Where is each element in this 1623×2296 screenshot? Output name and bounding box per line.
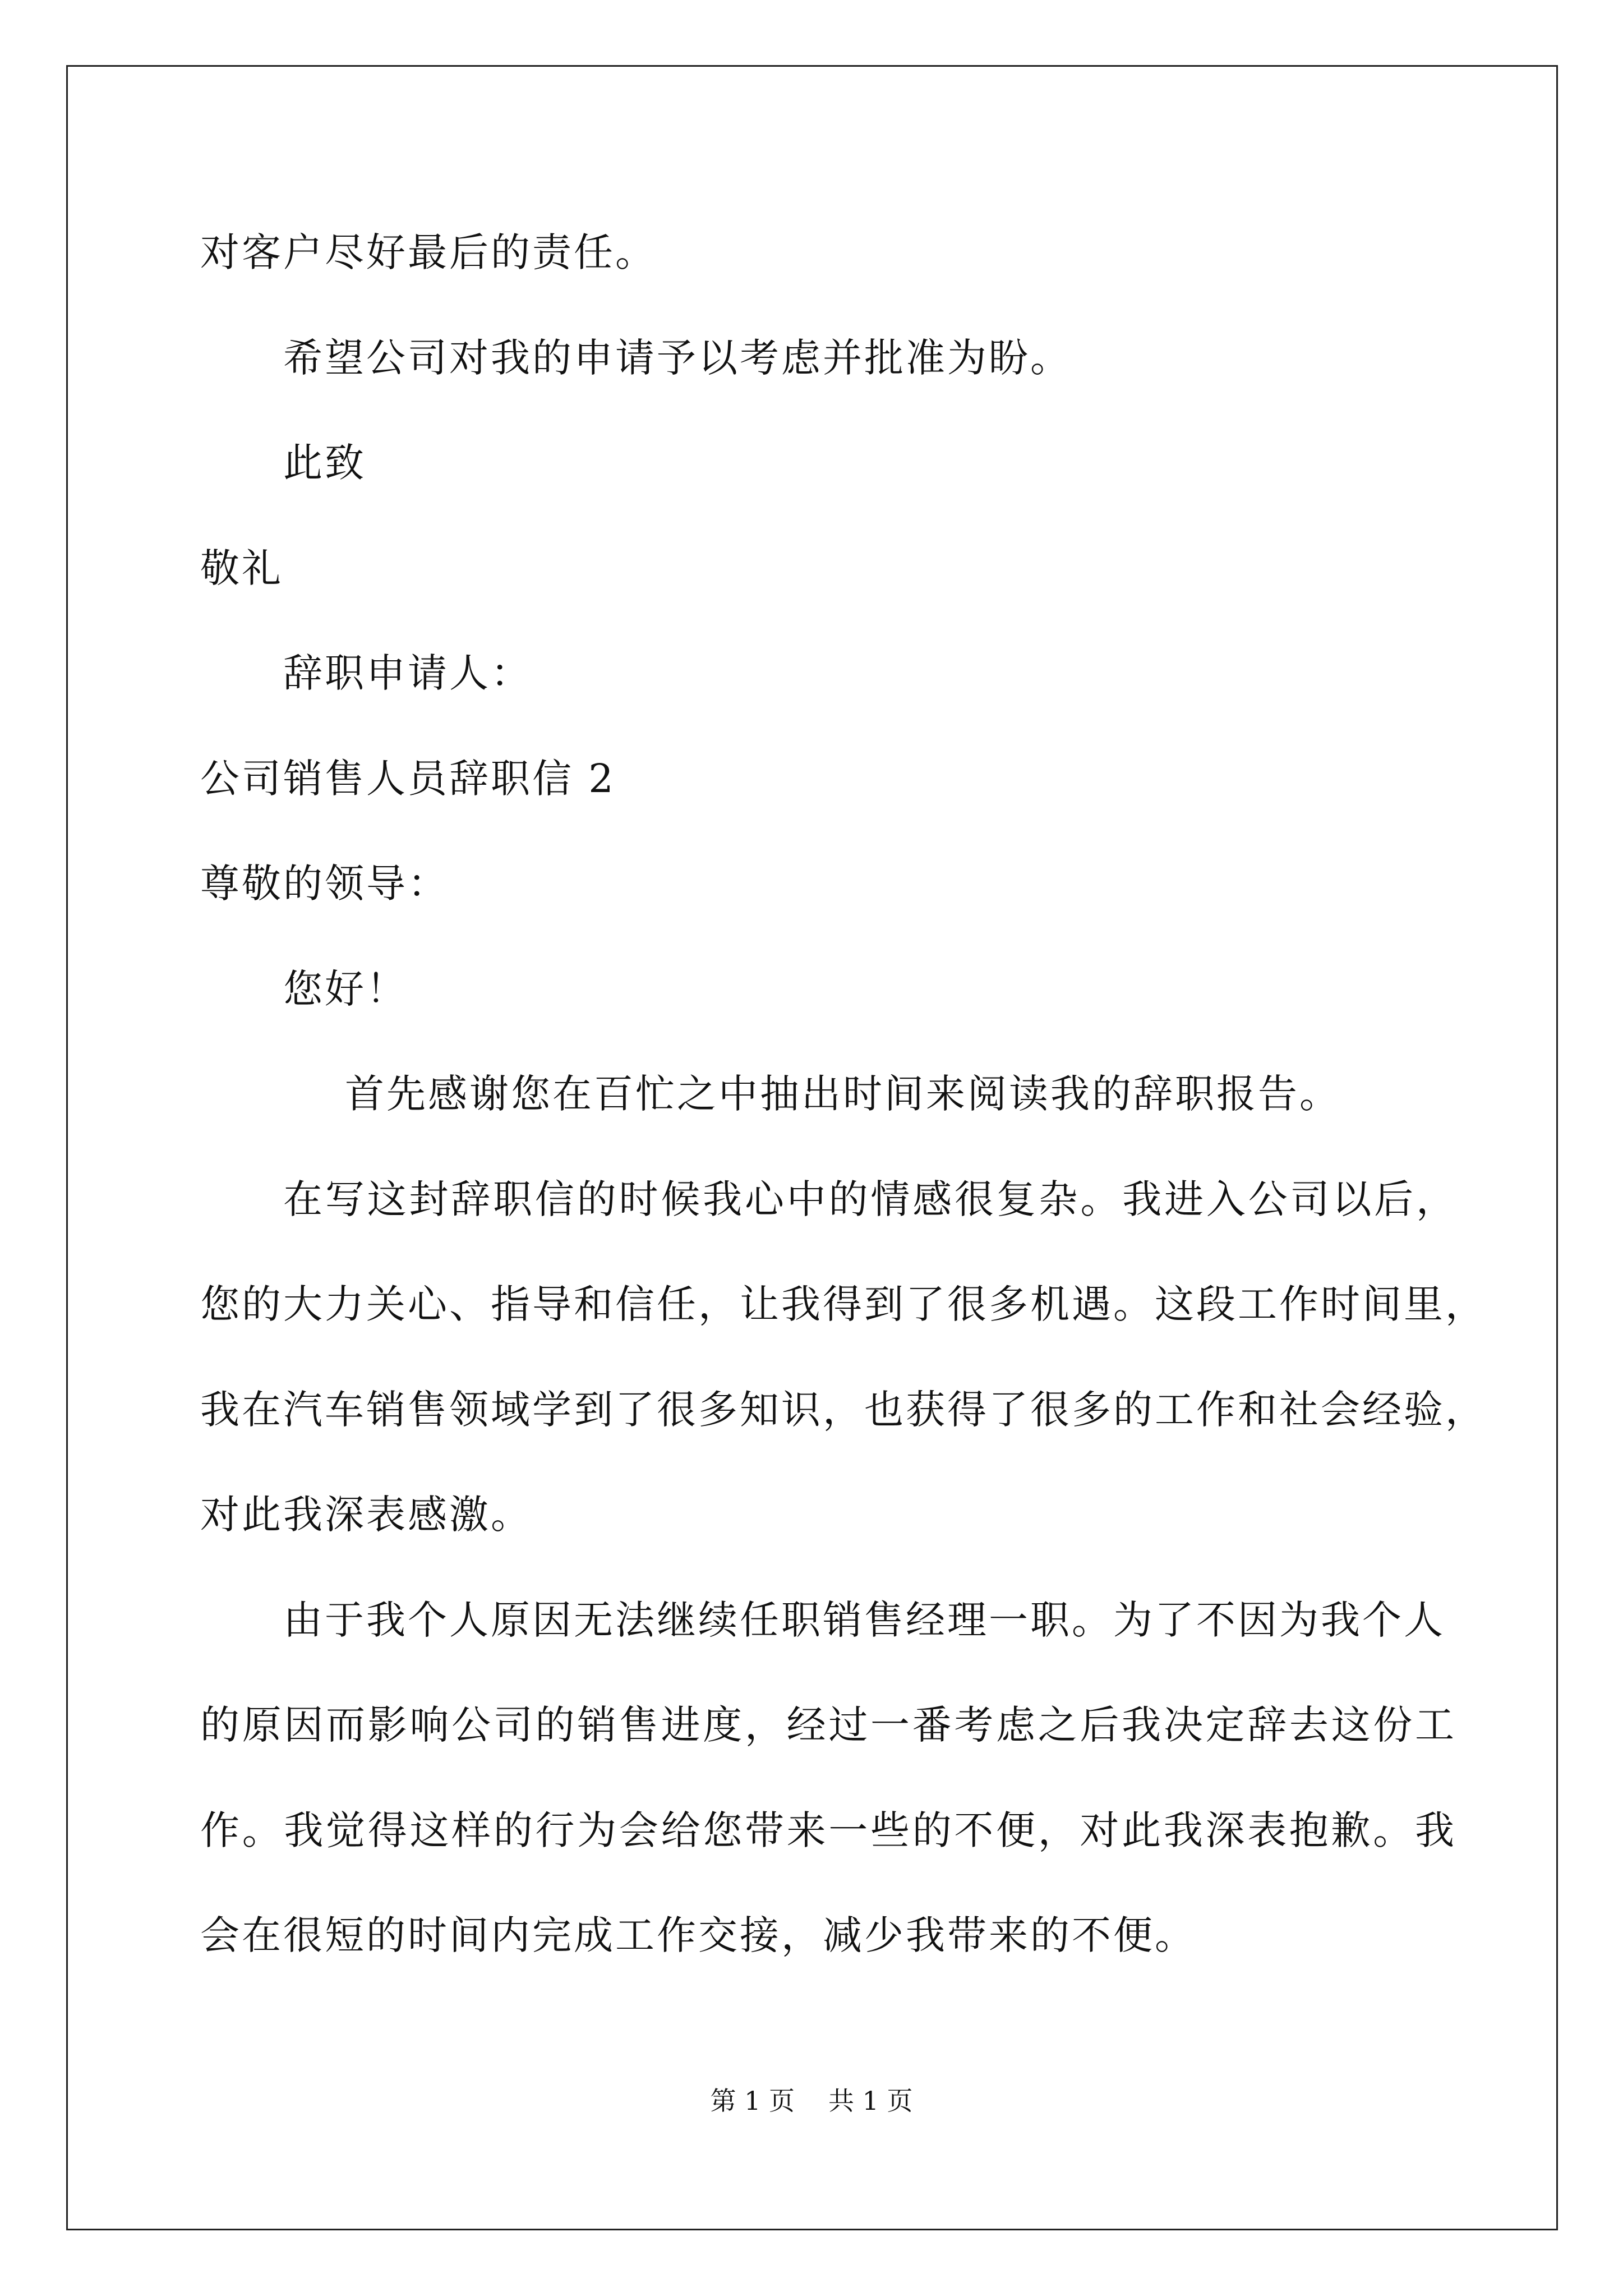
signature-label: 辞职申请人： [283, 650, 532, 696]
paragraph-line: 首先感谢您在百忙之中抽出时间来阅读我的辞职报告。 [345, 1071, 1341, 1117]
letter-hello: 您好！ [283, 966, 408, 1012]
paragraph-line: 在写这封辞职信的时候我心中的情感很复杂。我进入公司以后， [283, 1176, 1458, 1222]
page-number-current: 第 1 页 [710, 2086, 795, 2116]
paragraph-line: 会在很短的时间内完成工作交接，减少我带来的不便。 [200, 1912, 1196, 1958]
paragraph-line: 作。我觉得这样的行为会给您带来一些的不便，对此我深表抱歉。我 [200, 1807, 1456, 1853]
closing-regards: 敬礼 [200, 545, 283, 591]
page-number-total: 共 1 页 [828, 2086, 913, 2116]
paragraph-line: 对客户尽好最后的责任。 [200, 229, 657, 275]
paragraph-line: 对此我深表感激。 [200, 1492, 532, 1538]
closing-salutation: 此致 [283, 440, 366, 486]
paragraph-line: 您的大力关心、指导和信任，让我得到了很多机遇。这段工作时间里， [200, 1281, 1487, 1327]
section-title: 公司销售人员辞职信 2 [200, 756, 616, 802]
paragraph-line: 希望公司对我的申请予以考虑并批准为盼。 [283, 335, 1072, 381]
page-footer [0, 2084, 1623, 2118]
paragraph-line: 我在汽车销售领域学到了很多知识，也获得了很多的工作和社会经验， [200, 1387, 1487, 1433]
paragraph-line: 由于我个人原因无法继续任职销售经理一职。为了不因为我个人 [283, 1597, 1445, 1643]
paragraph-line: 的原因而影响公司的销售进度，经过一番考虑之后我决定辞去这份工 [200, 1702, 1456, 1748]
letter-greeting: 尊敬的领导： [200, 861, 449, 907]
page-border [66, 65, 1558, 2230]
